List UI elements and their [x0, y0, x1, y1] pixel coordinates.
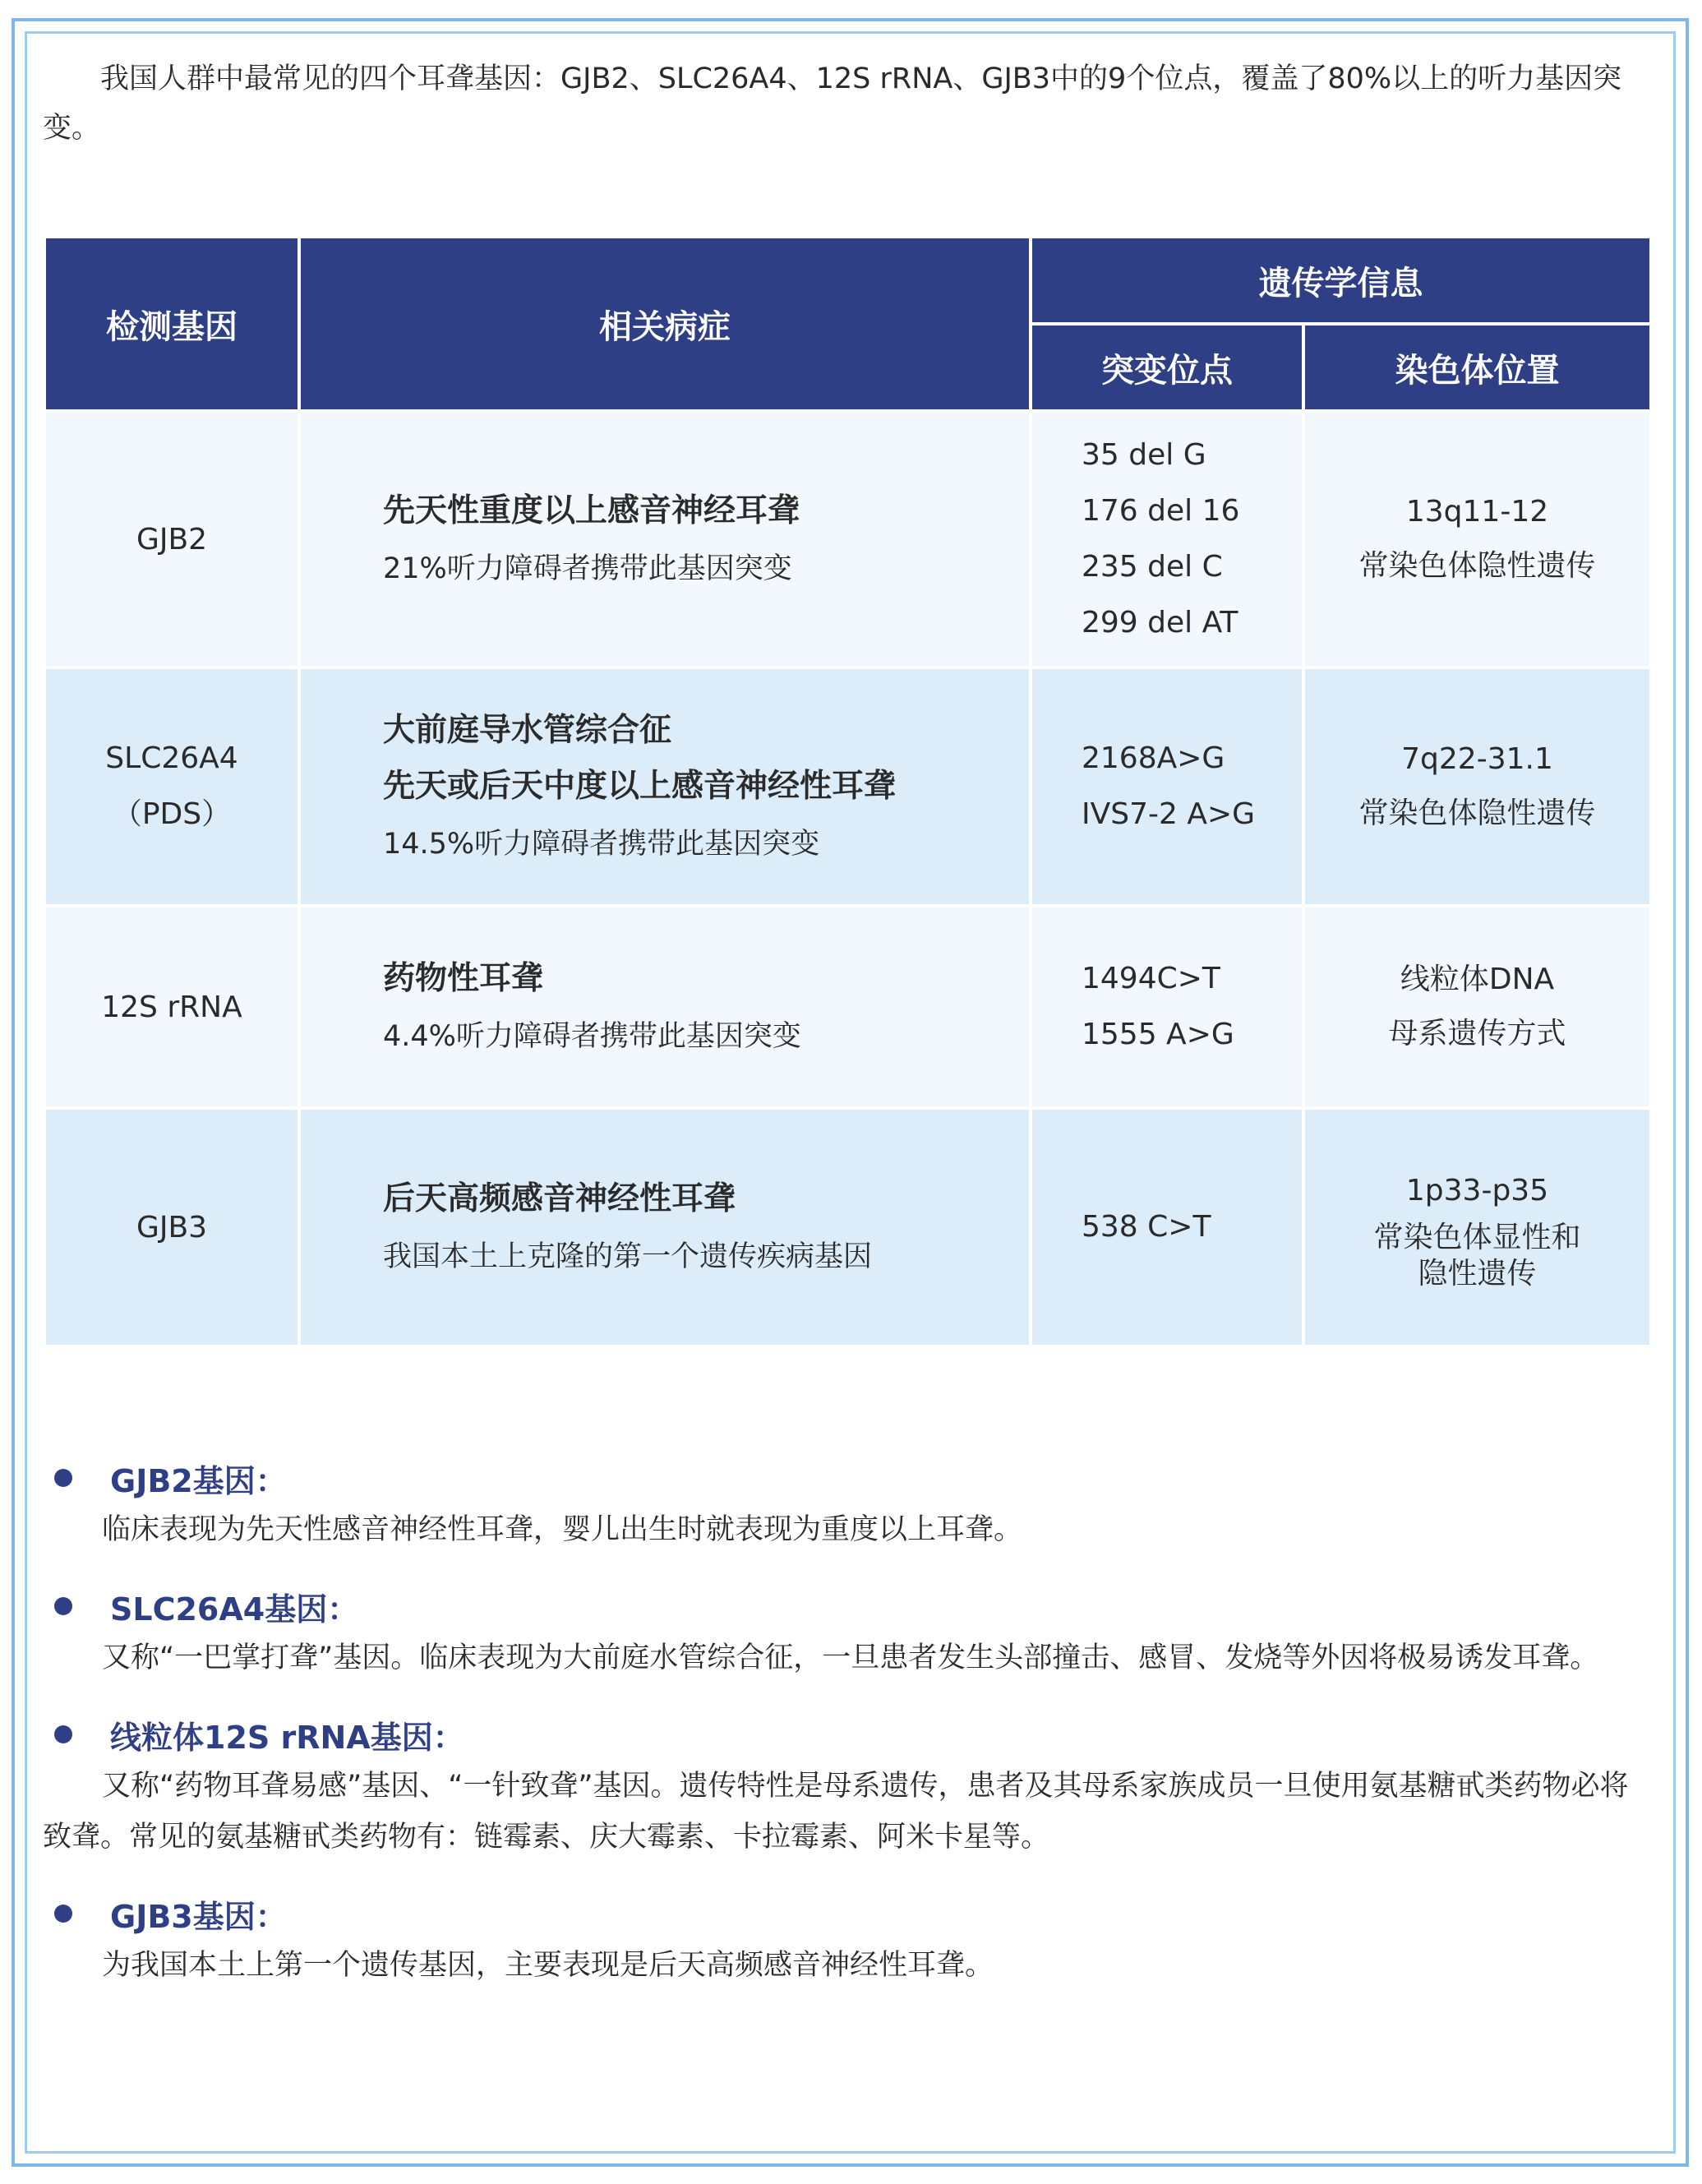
- chromosome-cell: [1305, 413, 1649, 666]
- table-row-12s-rrna: [46, 907, 1649, 1106]
- mutation-site: 1494C>T: [1082, 962, 1220, 995]
- chromosome-cell: [1305, 669, 1649, 904]
- gene-cell: [46, 1110, 298, 1345]
- bullet-icon: [54, 1597, 72, 1615]
- gene-cell: [46, 669, 298, 904]
- gene-name: SLC26A4: [105, 741, 238, 775]
- gene-cell: [46, 413, 298, 666]
- mutation-site: 35 del G: [1082, 438, 1206, 472]
- section-title: GJB2基因：: [110, 1462, 287, 1499]
- section-body: 为我国本土上第一个遗传基因，主要表现是后天高频感音神经性耳聋。: [102, 1949, 994, 1982]
- disease-cell: [301, 1110, 1029, 1345]
- disease-title: 药物性耳聋: [383, 960, 544, 997]
- mutation-site: 176 del 16: [1082, 494, 1240, 528]
- inheritance-mode: 常染色体隐性遗传: [1358, 549, 1596, 583]
- gene-descriptions: [43, 1452, 1649, 2015]
- section-title: 线粒体12S rRNA基因：: [110, 1719, 464, 1756]
- section-title: SLC26A4基因：: [110, 1591, 359, 1628]
- site-cell: [1032, 1110, 1302, 1345]
- section-gjb3: [43, 1887, 1649, 1991]
- disease-note: 14.5%听力障碍者携带此基因突变: [383, 828, 820, 861]
- gene-name: GJB3: [136, 1210, 208, 1244]
- header-gene: 检测基因: [46, 238, 298, 409]
- disease-cell: [301, 669, 1029, 904]
- disease-cell: [301, 907, 1029, 1106]
- disease-note: 我国本土上克隆的第一个遗传疾病基因: [383, 1240, 873, 1273]
- site-cell: [1032, 907, 1302, 1106]
- inheritance-mode: 常染色体显性和: [1373, 1221, 1581, 1254]
- mutation-site: 299 del AT: [1082, 606, 1238, 640]
- table-row-slc26a4: [46, 669, 1649, 904]
- chromosome-location: 13q11-12: [1405, 495, 1549, 529]
- table-row-gjb2: [46, 413, 1649, 666]
- mutation-site: 1555 A>G: [1082, 1018, 1234, 1051]
- inheritance-mode: 常染色体隐性遗传: [1358, 796, 1596, 830]
- mutation-site: 235 del C: [1082, 550, 1223, 584]
- chromosome-cell: [1305, 1110, 1649, 1345]
- bullet-icon: [54, 1725, 72, 1743]
- gene-cell: [46, 907, 298, 1106]
- disease-title: 后天高频感音神经性耳聋: [383, 1180, 736, 1217]
- gene-table: [43, 235, 1653, 1348]
- header-disease: 相关病症: [301, 238, 1029, 409]
- gene-name: GJB2: [136, 522, 208, 556]
- section-body: 又称“药物耳聋易感”基因、“一针致聋”基因。遗传特性是母系遗传，患者及其母系家族成员一旦使用氨基糖甙类药物必将致聋。常见的氨基糖甙类药物有：链霉素、庆大霉素、卡拉霉素、阿米卡星等。: [43, 1770, 1629, 1854]
- disease-title: 先天或后天中度以上感音神经性耳聋: [383, 768, 897, 805]
- document-content: [43, 46, 1660, 1982]
- site-cell: [1032, 669, 1302, 904]
- chromosome-location: 7q22-31.1: [1401, 742, 1553, 776]
- mutation-site: 2168A>G: [1082, 741, 1225, 775]
- mutation-site: IVS7-2 A>G: [1082, 797, 1256, 831]
- section-gjb2: [43, 1452, 1649, 1555]
- chromosome-location: 1p33-p35: [1405, 1174, 1549, 1207]
- chromosome-cell: [1305, 907, 1649, 1106]
- bullet-icon: [54, 1469, 72, 1487]
- disease-note: 4.4%听力障碍者携带此基因突变: [383, 1020, 801, 1053]
- mutation-site: 538 C>T: [1082, 1210, 1211, 1244]
- site-cell: [1032, 413, 1302, 666]
- inheritance-mode: 母系遗传方式: [1388, 1017, 1566, 1050]
- disease-title: 先天性重度以上感音神经耳聋: [383, 492, 800, 529]
- section-slc26a4: [43, 1580, 1649, 1683]
- section-title: GJB3基因：: [110, 1898, 287, 1935]
- section-body: 临床表现为先天性感音神经性耳聋，婴儿出生时就表现为重度以上耳聋。: [102, 1513, 1023, 1546]
- bullet-icon: [54, 1905, 72, 1923]
- gene-alias: （PDS）: [112, 797, 232, 831]
- header-chromosome: 染色体位置: [1305, 326, 1649, 409]
- disease-cell: [301, 413, 1029, 666]
- table-row-gjb3: [46, 1110, 1649, 1345]
- gene-name: 12S rRNA: [101, 990, 242, 1024]
- disease-title: 大前庭导水管综合征: [383, 712, 672, 749]
- intro-paragraph: 我国人群中最常见的四个耳聋基因：GJB2、SLC26A4、12S rRNA、GJB3中的9个位点，覆盖了80%以上的听力基因突变。: [43, 62, 1622, 145]
- chromosome-location: 线粒体DNA: [1400, 963, 1555, 996]
- section-12s-rrna: [43, 1708, 1649, 1863]
- header-site: 突变位点: [1032, 326, 1302, 409]
- inheritance-mode: 隐性遗传: [1418, 1257, 1537, 1291]
- header-genetics: 遗传学信息: [1032, 238, 1649, 322]
- disease-note: 21%听力障碍者携带此基因突变: [383, 552, 792, 585]
- section-body: 又称“一巴掌打聋”基因。临床表现为大前庭水管综合征，一旦患者发生头部撞击、感冒、发烧等外因将极易诱发耳聋。: [102, 1641, 1599, 1674]
